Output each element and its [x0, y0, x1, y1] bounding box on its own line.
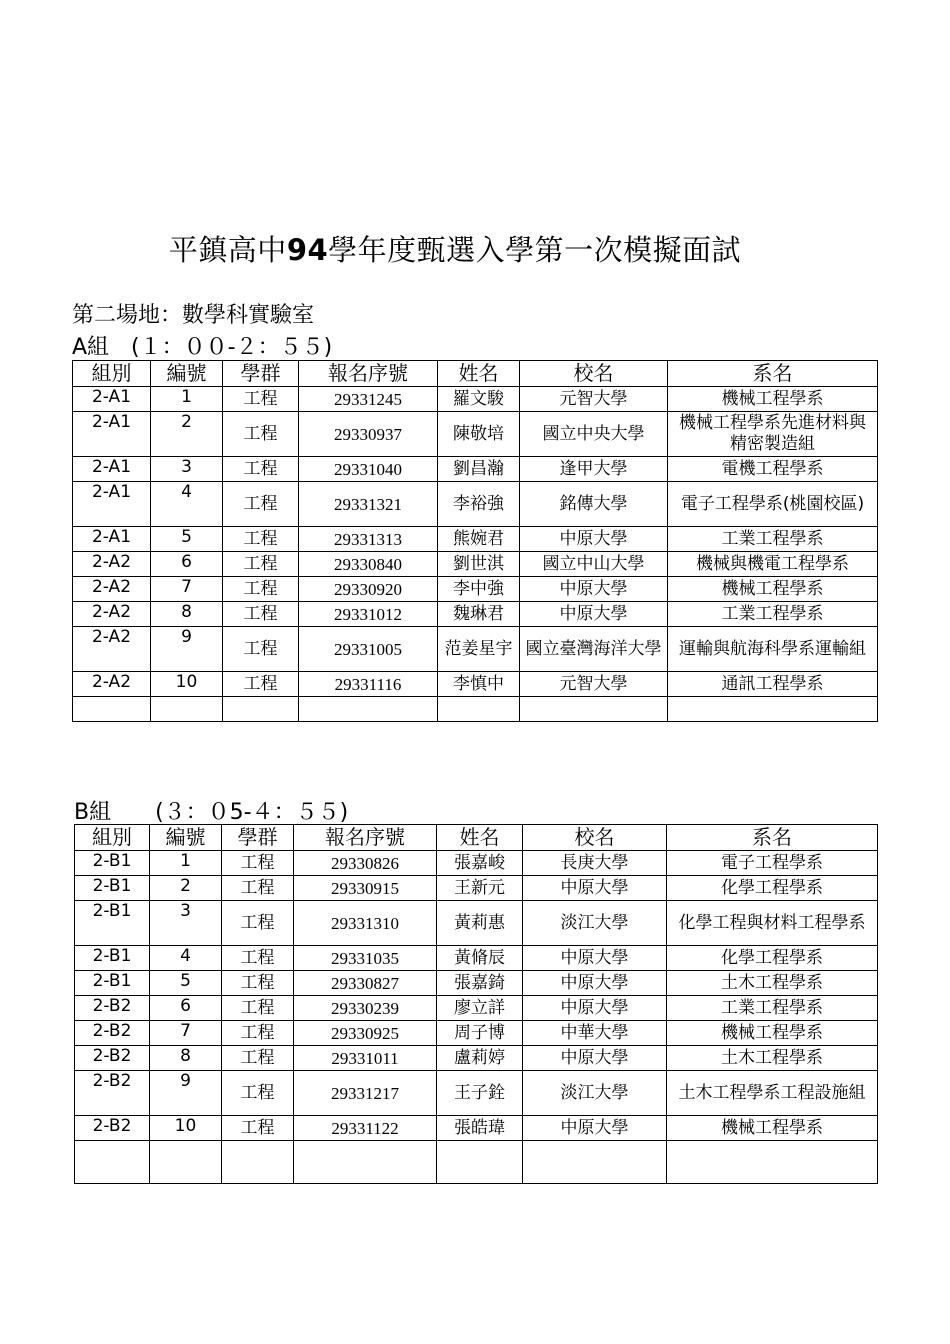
serial-cell: 29331011: [294, 1046, 437, 1071]
table-row: [73, 577, 878, 602]
serial-cell: 29330937: [299, 412, 438, 457]
column-header: 學群: [223, 361, 299, 387]
empty-cell: [75, 1141, 150, 1184]
school-cell: 淡江大學: [523, 1071, 667, 1116]
serial-cell: 29331035: [294, 946, 437, 971]
page-title: [0, 228, 910, 269]
table-row: [73, 602, 878, 627]
serial-cell: 29330915: [294, 876, 437, 901]
cluster-cell: 工程: [223, 412, 299, 457]
table-row: [73, 457, 878, 482]
column-header: 姓名: [438, 361, 520, 387]
number-cell: 3: [151, 457, 223, 482]
empty-cell: [437, 1141, 523, 1184]
empty-row: [75, 1141, 878, 1184]
serial-cell: 29331122: [294, 1116, 437, 1141]
serial-cell: 29330239: [294, 996, 437, 1021]
cluster-cell: 工程: [222, 876, 294, 901]
table-row: [73, 387, 878, 412]
school-cell: 中原大學: [520, 527, 668, 552]
dept-cell: 工業工程學系: [667, 996, 878, 1021]
number-cell: 5: [150, 971, 222, 996]
number-cell: 6: [151, 552, 223, 577]
group-a-table: [72, 360, 878, 722]
column-header: 報名序號: [299, 361, 438, 387]
dept-cell: 機械與機電工程學系: [668, 552, 878, 577]
table-row: [73, 412, 878, 457]
group-cell: 2-A2: [73, 552, 151, 577]
group-a-heading: A組 (１：００-２：５５): [72, 335, 333, 360]
cluster-cell: 工程: [223, 457, 299, 482]
serial-cell: 29330827: [294, 971, 437, 996]
dept-cell: 化學工程學系: [667, 876, 878, 901]
cluster-cell: 工程: [222, 946, 294, 971]
table-row: [75, 996, 878, 1021]
table-row: [75, 1071, 878, 1116]
group-a-table-body: [73, 387, 878, 722]
cluster-cell: 工程: [223, 672, 299, 697]
dept-cell: 電子工程學系: [667, 851, 878, 876]
header-row: [75, 825, 878, 851]
column-header: 校名: [523, 825, 667, 851]
title-prefix: 平鎮高中: [168, 233, 287, 267]
group-b-table-header: [75, 825, 878, 851]
name-cell: 王新元: [437, 876, 523, 901]
school-cell: 國立中山大學: [520, 552, 668, 577]
table-row: [73, 672, 878, 697]
cluster-cell: 工程: [223, 482, 299, 527]
group-b-table: [74, 824, 878, 1184]
group-cell: 2-A2: [73, 627, 151, 672]
group-cell: 2-A2: [73, 602, 151, 627]
name-cell: 陳敬培: [438, 412, 520, 457]
name-cell: 羅文駿: [438, 387, 520, 412]
column-header: 校名: [520, 361, 668, 387]
school-cell: 中原大學: [523, 946, 667, 971]
empty-cell: [299, 697, 438, 722]
empty-cell: [151, 697, 223, 722]
name-cell: 黃脩辰: [437, 946, 523, 971]
group-cell: 2-B2: [75, 1116, 150, 1141]
name-cell: 張嘉錡: [437, 971, 523, 996]
name-cell: 黃莉惠: [437, 901, 523, 946]
school-cell: 淡江大學: [523, 901, 667, 946]
school-cell: 元智大學: [520, 387, 668, 412]
empty-cell: [667, 1141, 878, 1184]
serial-cell: 29330840: [299, 552, 438, 577]
table-row: [73, 552, 878, 577]
school-cell: 銘傳大學: [520, 482, 668, 527]
cluster-cell: 工程: [222, 1116, 294, 1141]
name-cell: 盧莉婷: [437, 1046, 523, 1071]
serial-cell: 29330826: [294, 851, 437, 876]
school-cell: 中原大學: [520, 577, 668, 602]
dept-cell: 化學工程學系: [667, 946, 878, 971]
serial-cell: 29331313: [299, 527, 438, 552]
serial-cell: 29331012: [299, 602, 438, 627]
table-row: [75, 1046, 878, 1071]
empty-cell: [523, 1141, 667, 1184]
table-row: [75, 901, 878, 946]
column-header: 編號: [150, 825, 222, 851]
school-cell: 中原大學: [520, 602, 668, 627]
number-cell: 2: [150, 876, 222, 901]
serial-cell: 29331005: [299, 627, 438, 672]
school-cell: 國立中央大學: [520, 412, 668, 457]
table-row: [73, 527, 878, 552]
dept-cell: 機械工程學系先進材料與精密製造組: [668, 412, 878, 457]
group-cell: 2-B2: [75, 1071, 150, 1116]
column-header: 組別: [75, 825, 150, 851]
name-cell: 王子銓: [437, 1071, 523, 1116]
empty-cell: [668, 697, 878, 722]
school-cell: 中原大學: [523, 996, 667, 1021]
dept-cell: 運輸與航海科學系運輸組: [668, 627, 878, 672]
column-header: 系名: [667, 825, 878, 851]
table-row: [75, 971, 878, 996]
school-cell: 中華大學: [523, 1021, 667, 1046]
cluster-cell: 工程: [223, 627, 299, 672]
school-cell: 中原大學: [523, 971, 667, 996]
serial-cell: 29330920: [299, 577, 438, 602]
group-cell: 2-A1: [73, 387, 151, 412]
number-cell: 5: [151, 527, 223, 552]
empty-cell: [520, 697, 668, 722]
group-cell: 2-A2: [73, 577, 151, 602]
dept-cell: 土木工程學系工程設施組: [667, 1071, 878, 1116]
serial-cell: 29331217: [294, 1071, 437, 1116]
cluster-cell: 工程: [222, 1021, 294, 1046]
header-row: [73, 361, 878, 387]
dept-cell: 土木工程學系: [667, 971, 878, 996]
empty-cell: [73, 697, 151, 722]
empty-cell: [223, 697, 299, 722]
name-cell: 劉世淇: [438, 552, 520, 577]
number-cell: 4: [150, 946, 222, 971]
group-cell: 2-B1: [75, 971, 150, 996]
group-cell: 2-B1: [75, 876, 150, 901]
group-b-heading: B組 (３：０5-４：５５): [74, 800, 349, 825]
name-cell: 張嘉峻: [437, 851, 523, 876]
number-cell: 4: [151, 482, 223, 527]
dept-cell: 機械工程學系: [668, 577, 878, 602]
number-cell: 2: [151, 412, 223, 457]
cluster-cell: 工程: [223, 552, 299, 577]
table-row: [75, 1116, 878, 1141]
title-year: 94: [286, 233, 329, 267]
name-cell: 范姜星宇: [438, 627, 520, 672]
column-header: 姓名: [437, 825, 523, 851]
cluster-cell: 工程: [222, 1046, 294, 1071]
name-cell: 劉昌瀚: [438, 457, 520, 482]
dept-cell: 電子工程學系(桃園校區): [668, 482, 878, 527]
column-header: 編號: [151, 361, 223, 387]
name-cell: 魏琳君: [438, 602, 520, 627]
column-header: 系名: [668, 361, 878, 387]
cluster-cell: 工程: [222, 971, 294, 996]
column-header: 組別: [73, 361, 151, 387]
serial-cell: 29331310: [294, 901, 437, 946]
dept-cell: 機械工程學系: [668, 387, 878, 412]
group-a-table-header: [73, 361, 878, 387]
school-cell: 中原大學: [523, 1046, 667, 1071]
dept-cell: 電機工程學系: [668, 457, 878, 482]
serial-cell: 29330925: [294, 1021, 437, 1046]
serial-cell: 29331040: [299, 457, 438, 482]
dept-cell: 土木工程學系: [667, 1046, 878, 1071]
number-cell: 8: [150, 1046, 222, 1071]
school-cell: 中原大學: [523, 1116, 667, 1141]
group-cell: 2-A2: [73, 672, 151, 697]
dept-cell: 機械工程學系: [667, 1116, 878, 1141]
name-cell: 李裕強: [438, 482, 520, 527]
number-cell: 6: [150, 996, 222, 1021]
table-row: [75, 946, 878, 971]
dept-cell: 通訊工程學系: [668, 672, 878, 697]
empty-cell: [222, 1141, 294, 1184]
number-cell: 1: [150, 851, 222, 876]
cluster-cell: 工程: [222, 1071, 294, 1116]
number-cell: 10: [150, 1116, 222, 1141]
group-cell: 2-B1: [75, 851, 150, 876]
title-suffix: 學年度甄選入學第一次模擬面試: [328, 233, 742, 267]
dept-cell: 化學工程與材料工程學系: [667, 901, 878, 946]
number-cell: 7: [151, 577, 223, 602]
table-row: [73, 627, 878, 672]
table-row: [75, 876, 878, 901]
number-cell: 9: [150, 1071, 222, 1116]
empty-row: [73, 697, 878, 722]
column-header: 報名序號: [294, 825, 437, 851]
group-cell: 2-B2: [75, 1021, 150, 1046]
dept-cell: 機械工程學系: [667, 1021, 878, 1046]
school-cell: 長庚大學: [523, 851, 667, 876]
empty-cell: [150, 1141, 222, 1184]
group-cell: 2-B2: [75, 1046, 150, 1071]
number-cell: 7: [150, 1021, 222, 1046]
group-b-table-body: [75, 851, 878, 1184]
school-cell: 逢甲大學: [520, 457, 668, 482]
group-cell: 2-A1: [73, 412, 151, 457]
school-cell: 元智大學: [520, 672, 668, 697]
group-cell: 2-A1: [73, 482, 151, 527]
cluster-cell: 工程: [222, 901, 294, 946]
name-cell: 張皓瑋: [437, 1116, 523, 1141]
cluster-cell: 工程: [222, 996, 294, 1021]
empty-cell: [438, 697, 520, 722]
cluster-cell: 工程: [223, 577, 299, 602]
serial-cell: 29331116: [299, 672, 438, 697]
cluster-cell: 工程: [223, 527, 299, 552]
empty-cell: [294, 1141, 437, 1184]
number-cell: 9: [151, 627, 223, 672]
column-header: 學群: [222, 825, 294, 851]
group-cell: 2-A1: [73, 457, 151, 482]
dept-cell: 工業工程學系: [668, 602, 878, 627]
group-cell: 2-B2: [75, 996, 150, 1021]
name-cell: 廖立詳: [437, 996, 523, 1021]
number-cell: 3: [150, 901, 222, 946]
cluster-cell: 工程: [223, 602, 299, 627]
group-cell: 2-B1: [75, 901, 150, 946]
number-cell: 8: [151, 602, 223, 627]
table-row: [73, 482, 878, 527]
serial-cell: 29331245: [299, 387, 438, 412]
cluster-cell: 工程: [223, 387, 299, 412]
number-cell: 1: [151, 387, 223, 412]
serial-cell: 29331321: [299, 482, 438, 527]
cluster-cell: 工程: [222, 851, 294, 876]
venue-label: 第二場地：數學科實驗室: [72, 303, 315, 328]
name-cell: 周子博: [437, 1021, 523, 1046]
table-row: [75, 1021, 878, 1046]
name-cell: 熊婉君: [438, 527, 520, 552]
dept-cell: 工業工程學系: [668, 527, 878, 552]
number-cell: 10: [151, 672, 223, 697]
name-cell: 李中強: [438, 577, 520, 602]
table-row: [75, 851, 878, 876]
group-cell: 2-A1: [73, 527, 151, 552]
group-cell: 2-B1: [75, 946, 150, 971]
school-cell: 國立臺灣海洋大學: [520, 627, 668, 672]
name-cell: 李慎中: [438, 672, 520, 697]
school-cell: 中原大學: [523, 876, 667, 901]
